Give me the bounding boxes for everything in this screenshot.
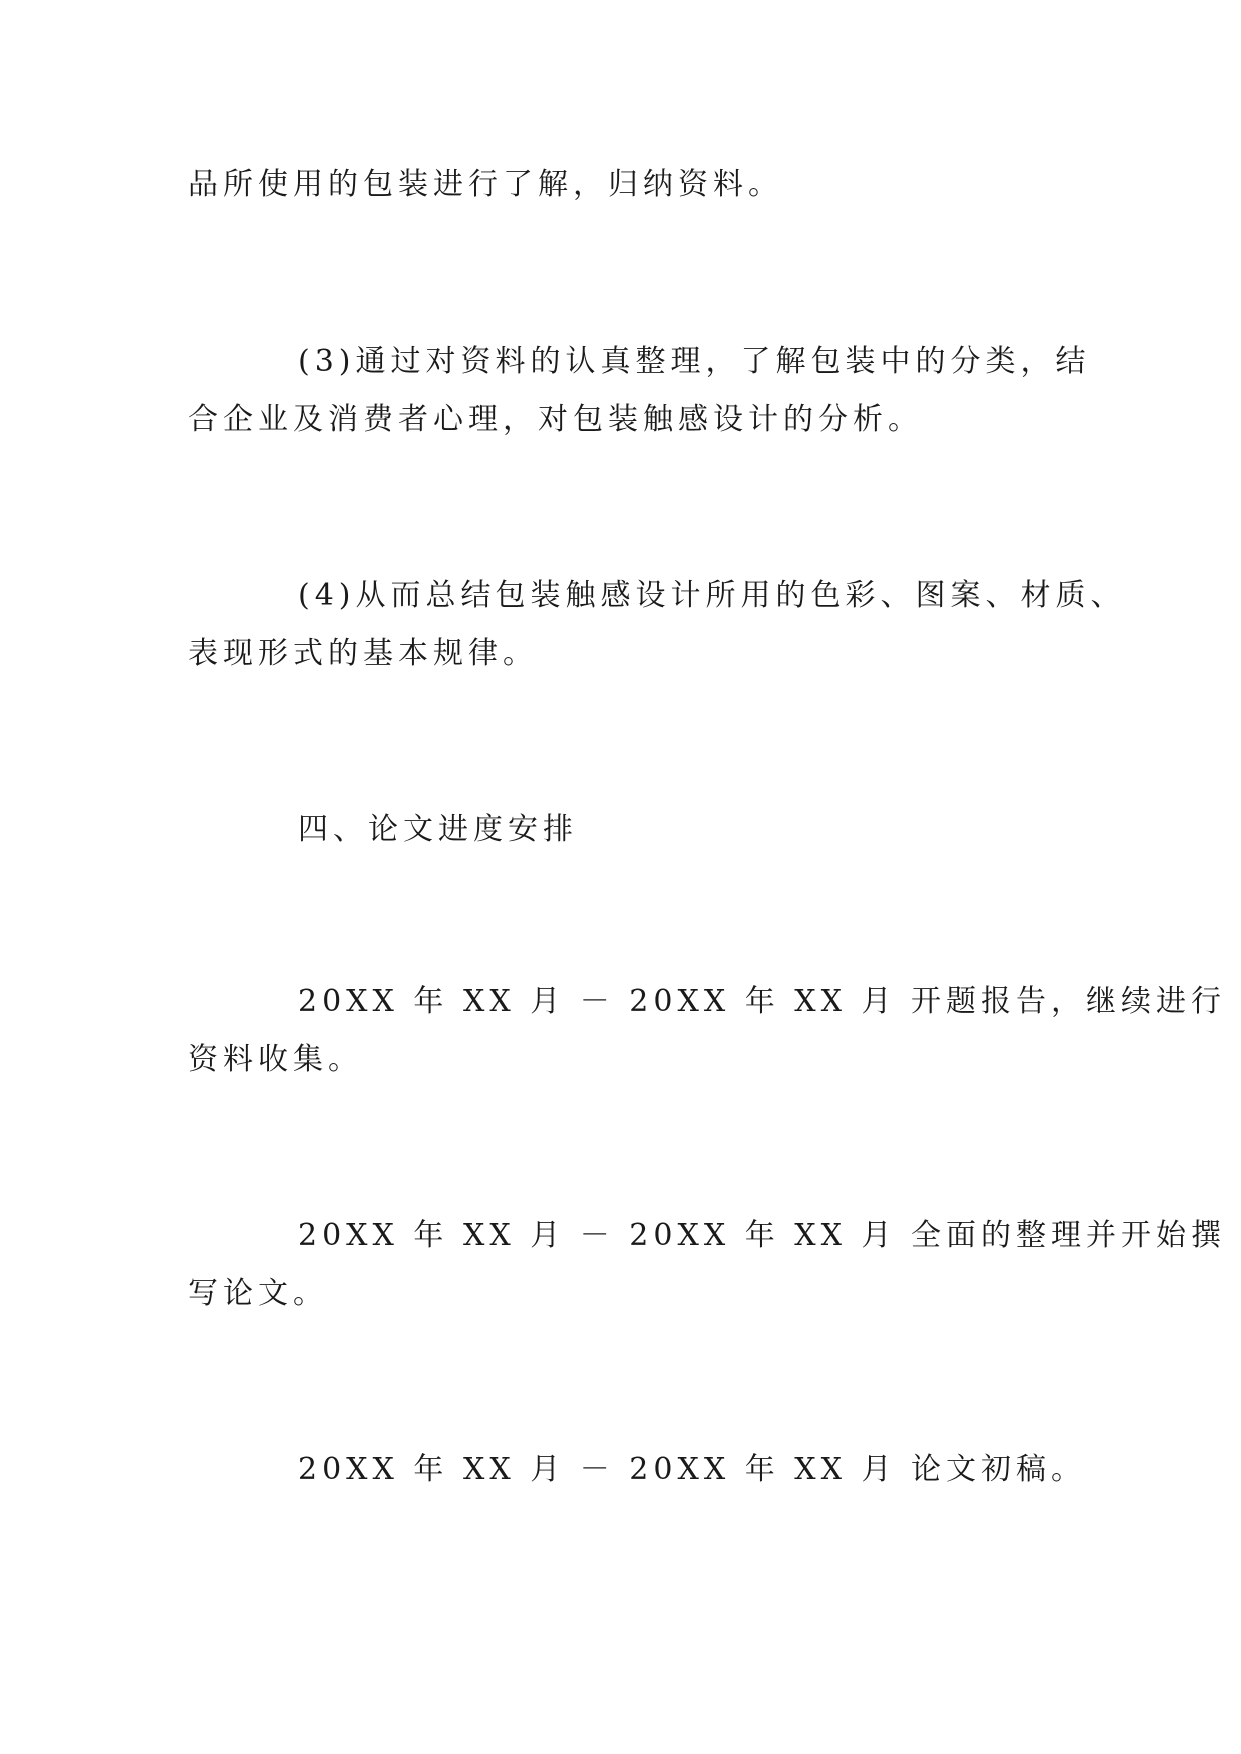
- paragraph-line: 品所使用的包装进行了解，归纳资料。: [188, 167, 783, 202]
- schedule-line: 20XX 年 XX 月 － 20XX 年 XX 月 开题报告，继续进行: [298, 984, 1227, 1019]
- paragraph-line: (3)通过对资料的认真整理，了解包装中的分类，结: [298, 344, 1091, 379]
- schedule-line: 20XX 年 XX 月 － 20XX 年 XX 月 论文初稿。: [298, 1452, 1087, 1487]
- section-heading: 四、论文进度安排: [298, 812, 578, 847]
- paragraph-line: (4)从而总结包装触感设计所用的色彩、图案、材质、: [298, 578, 1126, 613]
- paragraph-line: 资料收集。: [188, 1042, 363, 1077]
- paragraph-line: 表现形式的基本规律。: [188, 636, 538, 671]
- paragraph-line: 写论文。: [188, 1276, 328, 1311]
- paragraph-line: 合企业及消费者心理，对包装触感设计的分析。: [188, 402, 923, 437]
- schedule-line: 20XX 年 XX 月 － 20XX 年 XX 月 全面的整理并开始撰: [298, 1218, 1227, 1253]
